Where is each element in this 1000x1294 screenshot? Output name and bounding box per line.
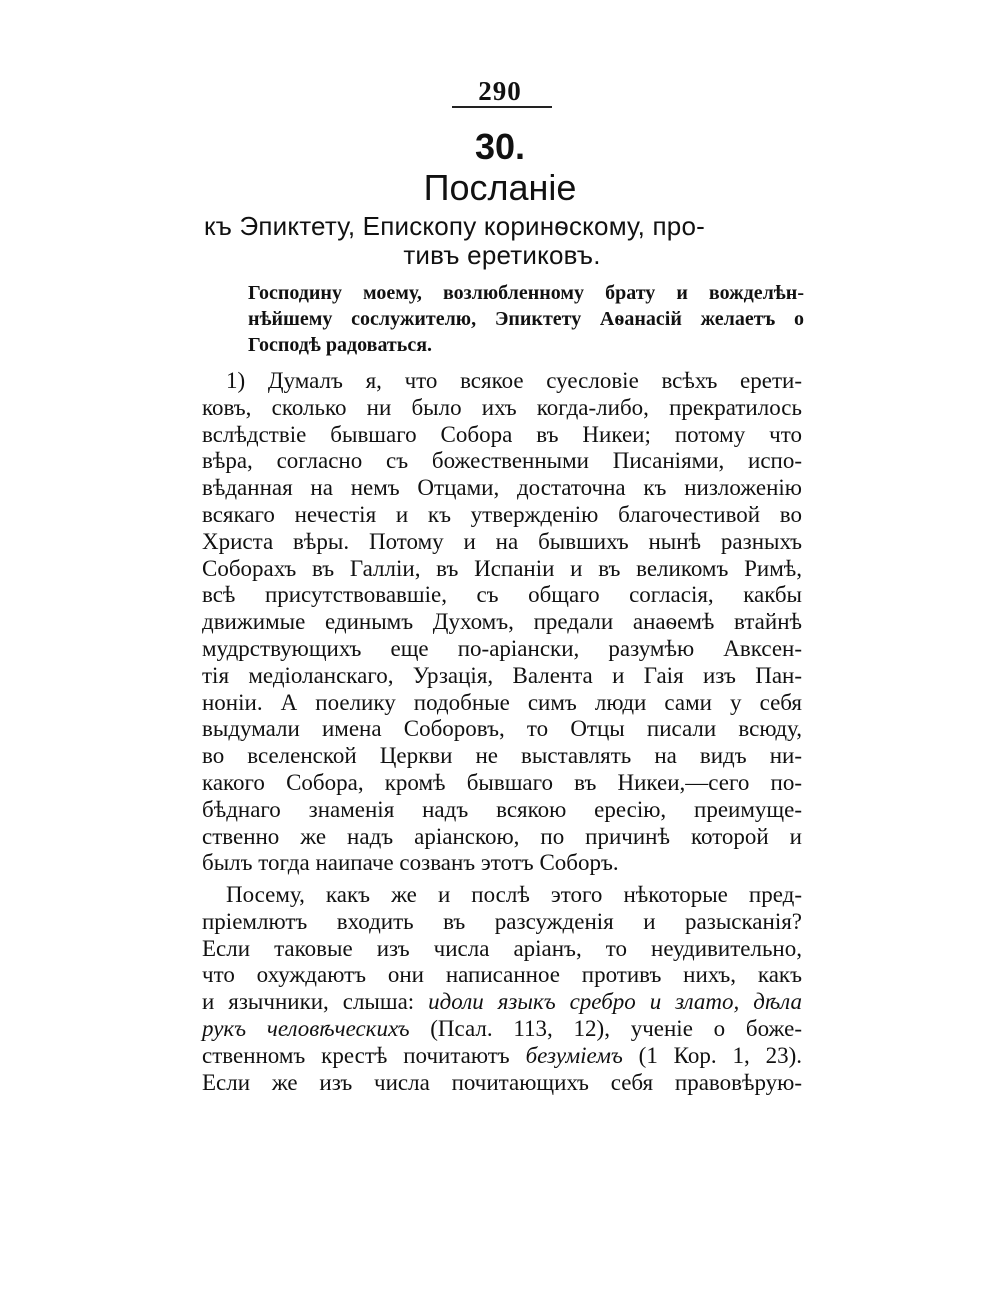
text-segment: (1 Кор. 1, 23). (622, 1042, 803, 1068)
text-line: пріемлютъ входить въ разсужденія и разысканія? (202, 908, 802, 934)
text-line: ковъ, сколько ни было ихъ когда-либо, прекратилось (202, 394, 802, 420)
paragraph-2 (202, 882, 802, 1096)
text-segment: и язычники, слыша: (202, 989, 429, 1015)
text-segment: ственномъ крестѣ почитаютъ (202, 1042, 526, 1068)
text-line (202, 1016, 802, 1043)
scripture-quote: идоли языкъ сребро и злато, дѣла (428, 989, 802, 1015)
scripture-quote: безуміемъ (525, 1042, 623, 1068)
page-number: 290 (478, 76, 522, 106)
text-line: движимые единымъ Духомъ, предали анаѳемѣ втайнѣ (202, 609, 802, 635)
greeting-line: Господину моему, возлюбленному брату и вожделѣн- (248, 282, 804, 304)
scripture-quote: рукъ человѣческихъ (202, 1015, 410, 1041)
text-line: вслѣдствіе бывшаго Собора въ Никеи; потому что (202, 421, 802, 447)
text-line: всякаго нечестія и къ утвержденію благочестивой во (202, 501, 802, 527)
document-title: Посланіе (423, 167, 577, 208)
text-line: ноніи. А поелику подобные симъ люди сами у себя (202, 689, 802, 715)
text-line: вѣра, согласно съ божественными Писаніями, испо- (202, 448, 802, 474)
text-line: бѣднаго знаменія надъ всякою ересію, преимуще- (202, 796, 802, 822)
text-line: 1) Думалъ я, что всякое суесловіе всѣхъ ерети- (226, 368, 802, 393)
text-line: тія медіоланскаго, Урзація, Валента и Гаія изъ Пан- (202, 662, 802, 688)
text-line: мудрствующихъ еще по-аріански, разумѣю Авксен- (202, 635, 802, 661)
greeting-line: нѣйшему сослужителю, Эпиктету Аѳанасій желаетъ о (248, 308, 804, 330)
text-line: какого Собора, кромѣ бывшаго въ Никеи,—сего по- (202, 769, 802, 795)
text-line: Если таковые изъ числа аріанъ, то неудивительно, (202, 935, 802, 961)
text-line: Христа вѣры. Потому и на бывшихъ нынѣ разныхъ (202, 528, 802, 554)
text-line: Посему, какъ же и послѣ этого нѣкоторые пред- (226, 882, 802, 907)
page-number-rule (452, 106, 552, 108)
text-line: всѣ присутствовавшіе, съ общаго согласія, какбы (202, 582, 802, 608)
text-line: вѣданная на немъ Отцами, достаточна къ низложенію (202, 475, 802, 501)
text-line: во вселенской Церкви не выставлять на видъ ни- (202, 743, 802, 769)
greeting-block (248, 280, 804, 358)
text-line: Соборахъ въ Галліи, въ Испаніи и въ великомъ Римѣ, (202, 555, 802, 581)
chapter-number: 30. (474, 126, 526, 167)
text-line (202, 1043, 802, 1070)
subtitle-line: тивъ еретиковъ. (403, 240, 601, 270)
text-line: былъ тогда наипаче созванъ этотъ Соборъ. (202, 850, 619, 876)
text-segment: (Псал. 113, 12), ученіе о боже- (409, 1015, 802, 1041)
text-line (202, 989, 802, 1016)
subtitle-line: къ Эпиктету, Епископу коринѳскому, про- (204, 211, 705, 241)
document-subtitle (204, 212, 800, 270)
greeting-line: Господѣ радоваться. (248, 334, 433, 356)
text-line: ственно же надъ аріанскою, по причинѣ которой и (202, 823, 802, 849)
text-line: выдумали имена Соборовъ, то Отцы писали всюду, (202, 716, 802, 742)
paragraph-1 (202, 368, 802, 877)
text-line: что охуждаютъ они написанное противъ нихъ, какъ (202, 962, 802, 988)
text-line: Если же изъ числа почитающихъ себя правовѣрую- (202, 1069, 802, 1095)
